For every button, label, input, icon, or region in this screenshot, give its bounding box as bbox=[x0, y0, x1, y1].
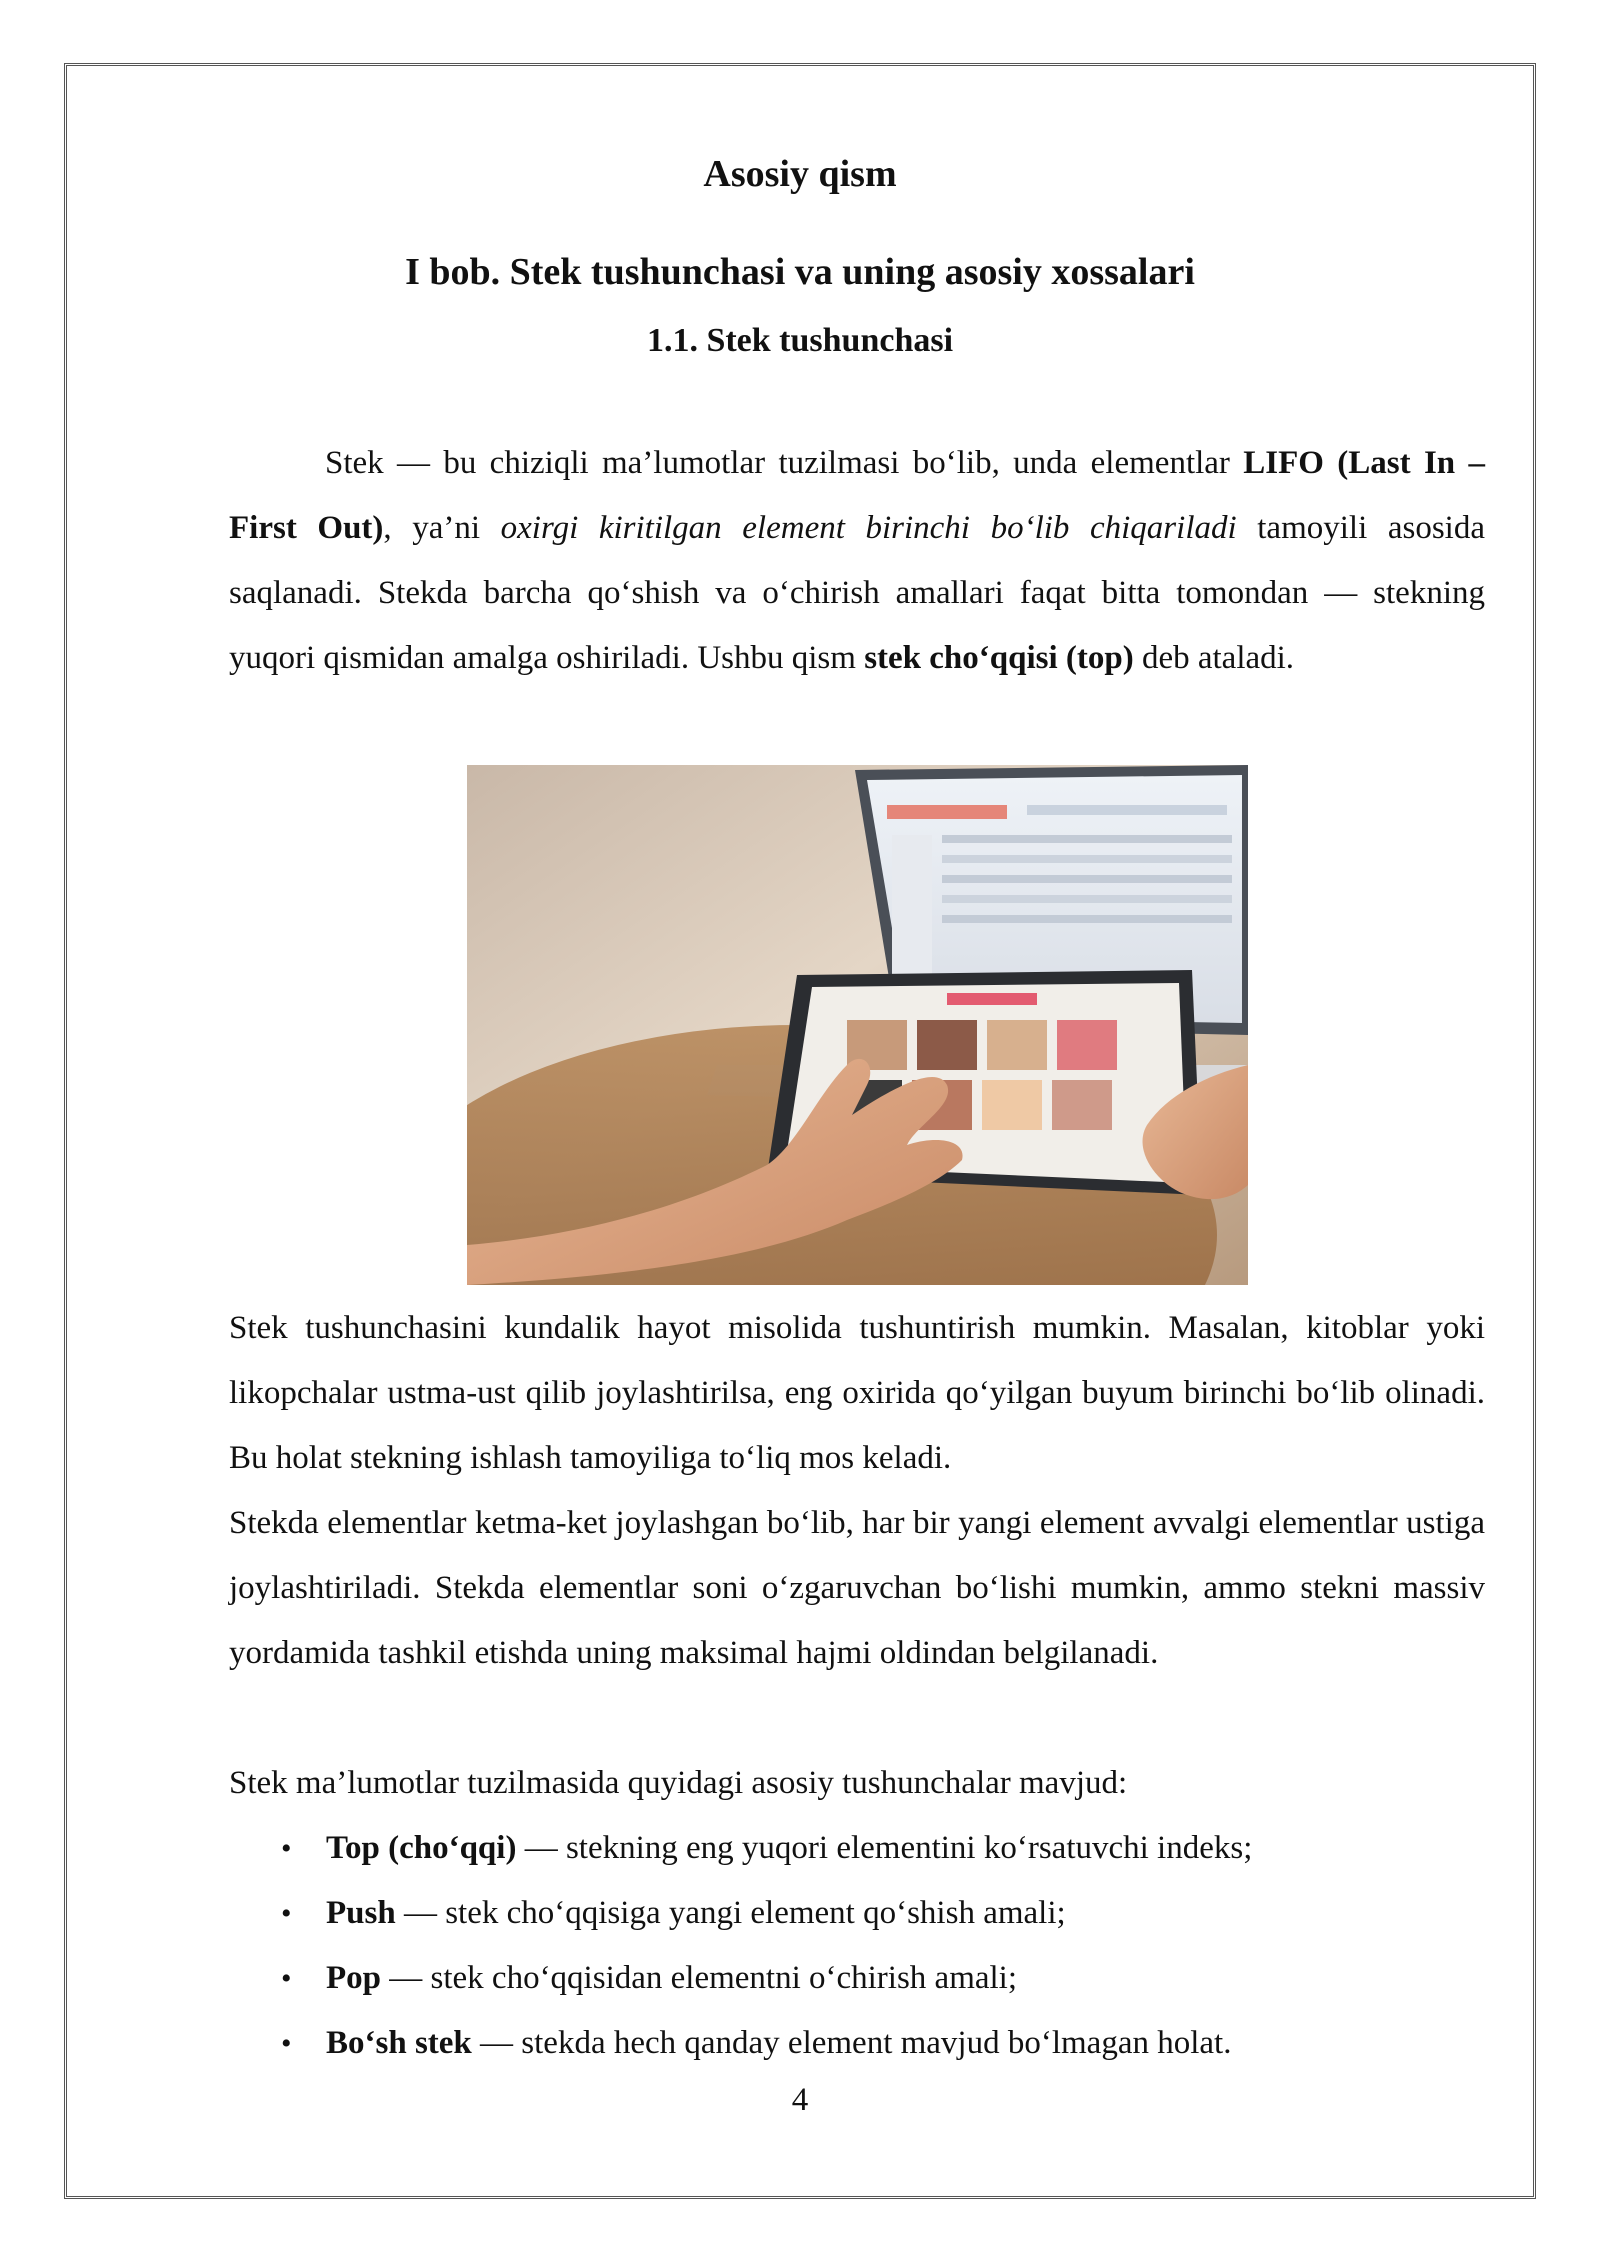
bullet-icon: • bbox=[281, 1897, 292, 1930]
everyday-paragraph: Stek tushunchasini kundalik hayot misolida tushuntirish mumkin. Masalan, kitoblar yoki likopchalar ustma-ust qilib joylashtirilsa, eng oxirida qo‘yilgan buyum birinchi bo‘lib olinadi. Bu holat stekning ishlash tamoyiliga to‘liq mos keladi. bbox=[229, 1310, 1485, 1476]
concept-term: Bo‘sh stek bbox=[326, 2025, 472, 2061]
section-heading: 1.1. Stek tushunchasi bbox=[646, 322, 954, 359]
top-term: stek cho‘qqisi (top) bbox=[864, 640, 1134, 676]
main-heading: Asosiy qism bbox=[703, 153, 897, 195]
list-item bbox=[229, 1946, 1485, 2011]
list-item bbox=[229, 1881, 1485, 1946]
bullet-icon: • bbox=[281, 1962, 292, 1995]
lifo-term: LIFO (Last In – First Out) bbox=[229, 445, 1485, 546]
intro-text-1: Stek — bu chiziqli ma’lumotlar tuzilmasi bo‘lib, unda elementlar bbox=[325, 445, 1244, 481]
concept-desc: — stek cho‘qqisiga yangi element qo‘shish amali; bbox=[395, 1895, 1066, 1931]
concept-term: Pop bbox=[326, 1960, 382, 1996]
concepts-list bbox=[229, 1816, 1485, 2076]
concept-desc: — stek cho‘qqisidan elementni o‘chirish amali; bbox=[381, 1960, 1018, 1996]
page-number: 4 bbox=[791, 2082, 809, 2118]
list-item bbox=[229, 1816, 1485, 1881]
concepts-intro: Stek ma’lumotlar tuzilmasida quyidagi asosiy tushunchalar mavjud: bbox=[229, 1765, 1128, 1801]
bullet-icon: • bbox=[281, 1832, 292, 1865]
concept-term: Push bbox=[326, 1895, 396, 1931]
tablet-photo bbox=[467, 765, 1248, 1285]
concept-desc: — stekning eng yuqori elementini ko‘rsatuvchi indeks; bbox=[516, 1830, 1253, 1866]
chapter-heading: I bob. Stek tushunchasi va uning asosiy xossalari bbox=[405, 251, 1195, 293]
bullet-icon: • bbox=[281, 2027, 292, 2060]
concept-term: Top (cho‘qqi) bbox=[326, 1830, 517, 1866]
intro-text-3: tamoyili asosida saqlanadi. Stekda barcha qo‘shish va o‘chirish amallari faqat bitta tomondan — stekning yuqori qismidan amalga oshiriladi. Ushbu qism bbox=[229, 510, 1485, 676]
list-item bbox=[229, 2011, 1485, 2076]
intro-text-2: , ya’ni bbox=[383, 510, 501, 546]
sequence-paragraph: Stekda elementlar ketma-ket joylashgan bo‘lib, har bir yangi element avvalgi elementlar ustiga joylashtiriladi. Stekda elementlar soni o‘zgaruvchan bo‘lishi mumkin, ammo stekni massiv yordamida tashkil etishda uning maksimal hajmi oldindan belgilanadi. bbox=[229, 1505, 1485, 1671]
intro-paragraph bbox=[229, 431, 1485, 691]
concept-desc: — stekda hech qanday element mavjud bo‘lmagan holat. bbox=[471, 2025, 1232, 2061]
intro-text-4: deb ataladi. bbox=[1133, 640, 1295, 676]
lifo-explanation: oxirgi kiritilgan element birinchi bo‘lib chiqariladi bbox=[500, 510, 1237, 546]
